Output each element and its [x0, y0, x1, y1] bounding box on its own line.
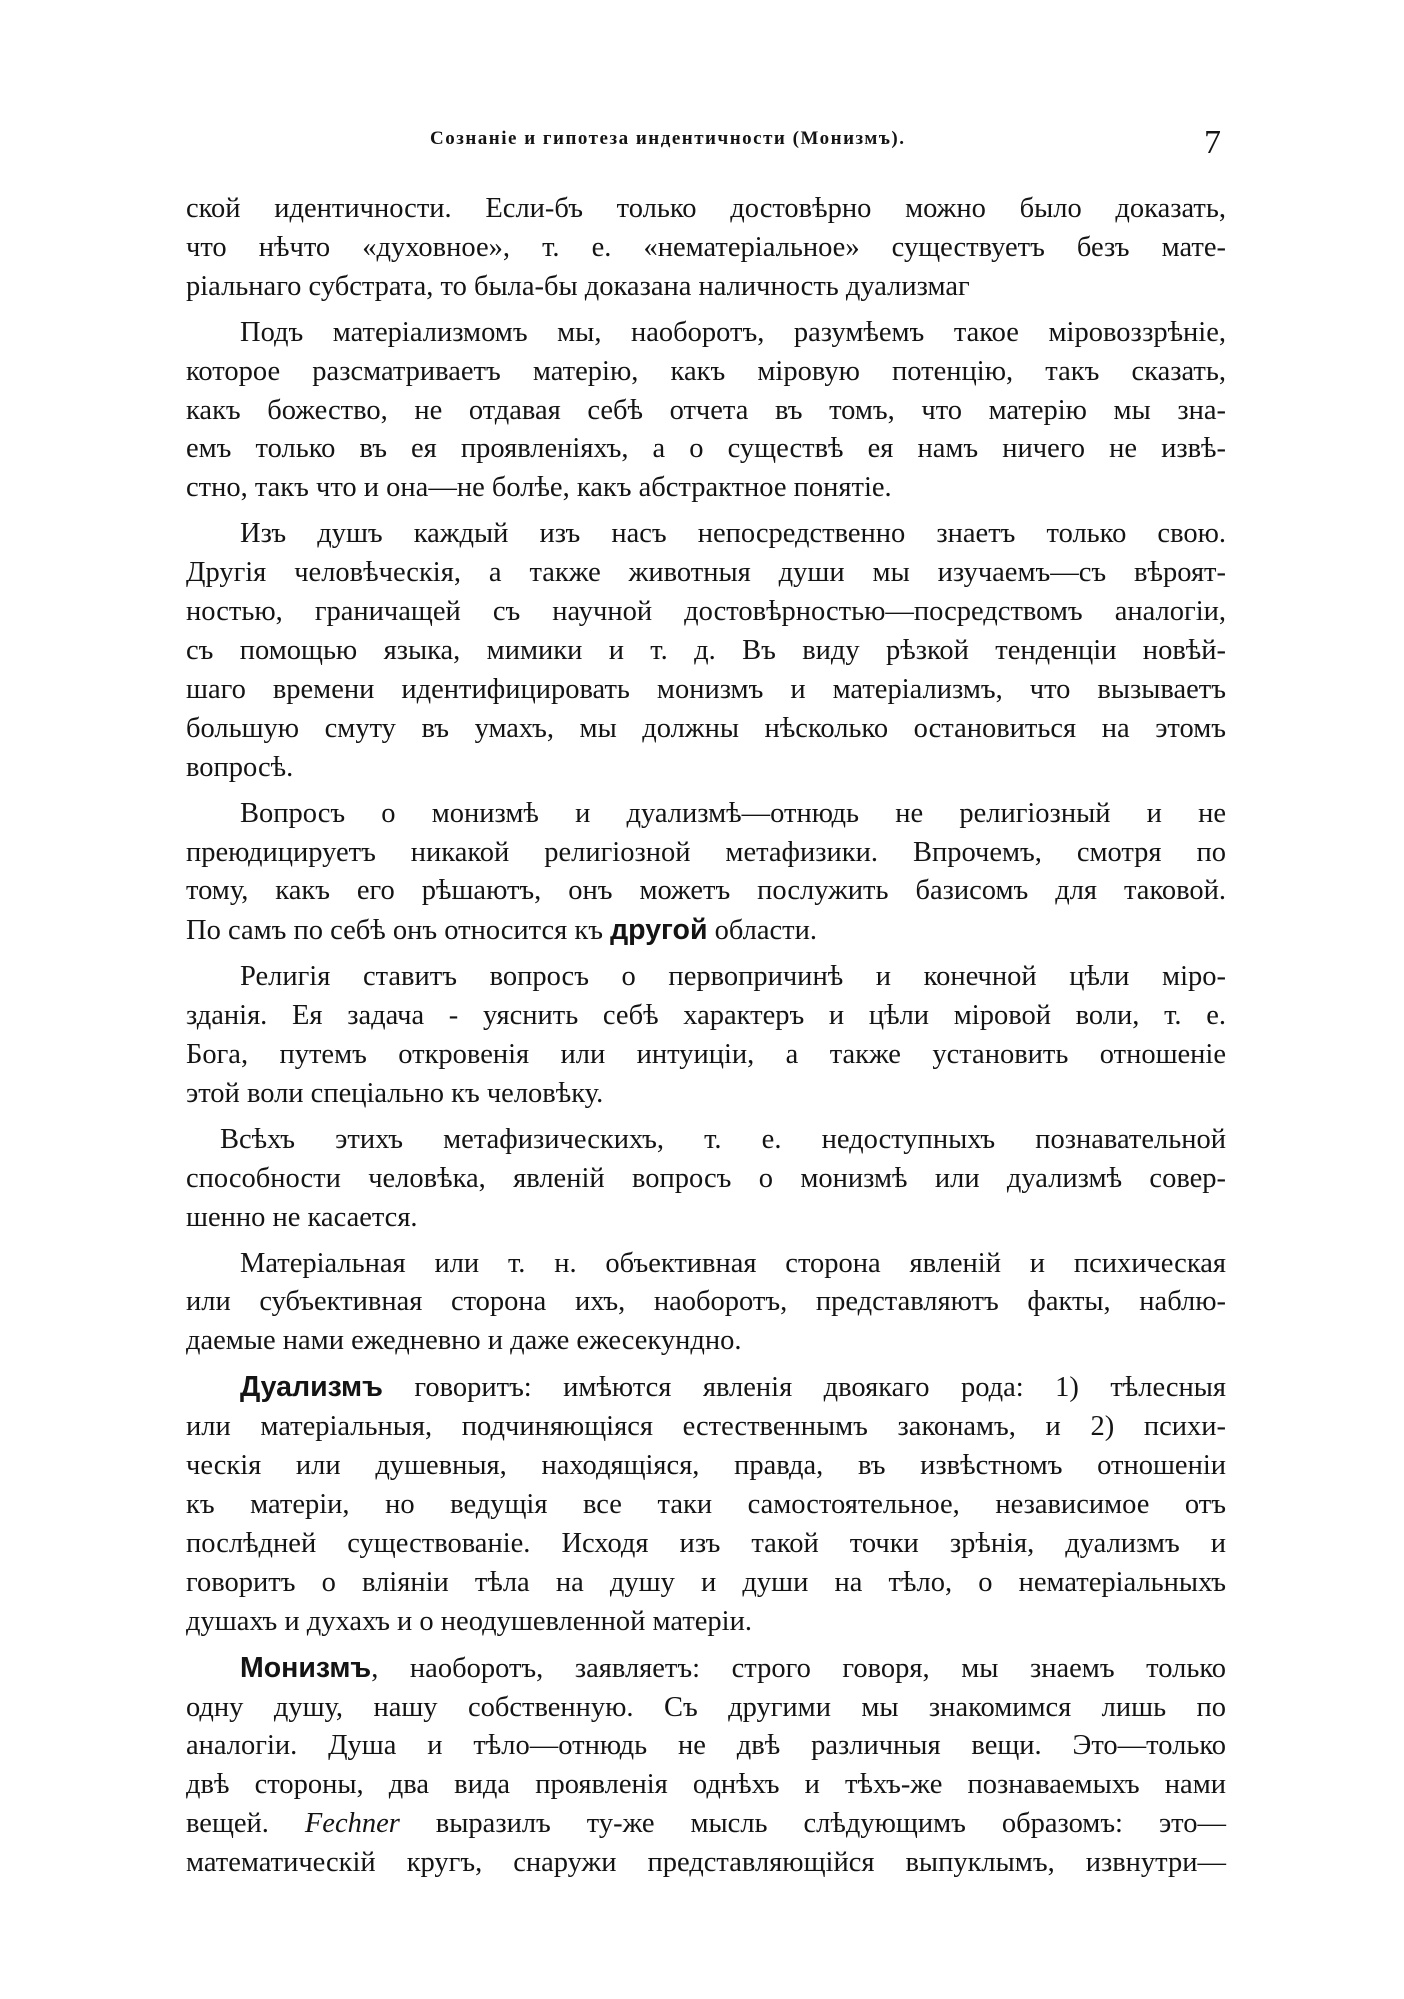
paragraph-2 [186, 314, 1226, 509]
text-line: Другія человѣческія, а также животныя души мы изучаемъ—съ вѣроят- [186, 557, 1226, 589]
paragraph-1 [186, 190, 1226, 307]
text-line: ріальнаго субстрата, то была-бы доказана наличность дуализмаг [186, 270, 970, 302]
text-line: этой воли спеціально къ человѣку. [186, 1077, 604, 1109]
text-line: какъ божество, не отдавая себѣ отчета въ томъ, что матерію мы зна- [186, 394, 1226, 426]
text-line: или матеріальныя, подчиняющіяся естественнымъ законамъ, и 2) психи- [186, 1411, 1226, 1443]
text-fragment: вещей. [186, 1808, 305, 1840]
text-line: Бога, путемъ откровенія или интуиціи, а также установить отношеніе [186, 1039, 1226, 1071]
text-line: математическій кругъ, снаружи представляющійся выпуклымъ, извнутри— [186, 1847, 1226, 1879]
text-line [186, 1368, 1226, 1408]
text-fragment: говоритъ: имѣются явленія двоякаго рода: 1) тѣлесныя [382, 1372, 1226, 1404]
paragraph-9 [186, 1649, 1226, 1883]
text-fragment: области. [707, 915, 818, 947]
paragraph-8 [186, 1368, 1226, 1641]
text-line: съ помощью языка, мимики и т. д. Въ виду рѣзкой тенденціи новѣй- [186, 634, 1226, 666]
emphasis-word: другой [610, 914, 708, 947]
term-dualism: Дуализмъ [240, 1371, 383, 1404]
text-line: Религія ставитъ вопросъ о первопричинѣ и конечной цѣли міро- [240, 961, 1226, 993]
text-line: зданія. Ея задача - уяснить себѣ характеръ и цѣли міровой воли, т. е. [186, 1000, 1226, 1032]
text-line: говоритъ о вліяніи тѣла на душу и души на тѣло, о нематеріальныхъ [186, 1566, 1226, 1598]
text-line: шаго времени идентифицировать монизмъ и матеріализмъ, что вызываетъ [186, 673, 1226, 705]
text-line: что нѣчто «духовное», т. е. «нематеріальное» существуетъ безъ мате- [186, 231, 1226, 263]
text-line: Изъ душъ каждый изъ насъ непосредственно знаетъ только свою. [240, 518, 1226, 550]
text-line: Всѣхъ этихъ метафизическихъ, т. е. недоступныхъ познавательной [220, 1123, 1226, 1155]
paragraph-4 [186, 795, 1226, 952]
text-line: Подъ матеріализмомъ мы, наоборотъ, разумѣемъ такое міровоззрѣніе, [240, 316, 1226, 348]
text-line: тому, какъ его рѣшаютъ, онъ можетъ послужить базисомъ для таковой. [186, 875, 1226, 907]
text-line: даемые нами ежедневно и даже ежесекундно. [186, 1325, 742, 1357]
text-line: шенно не касается. [186, 1201, 418, 1233]
author-name-fechner: Fechner [304, 1808, 400, 1840]
term-monism: Монизмъ [240, 1651, 372, 1684]
paragraph-7 [186, 1245, 1226, 1362]
text-line: вопросѣ. [186, 751, 294, 783]
text-line: ской идентичности. Если-бъ только достовѣрно можно было доказать, [186, 193, 1226, 224]
text-line: ностью, граничащей съ научной достовѣрностью—посредствомъ аналогіи, [186, 596, 1226, 628]
text-line [186, 1649, 1226, 1689]
text-line: которое разсматриваетъ матерію, какъ міровую потенцію, такъ сказать, [186, 355, 1226, 387]
text-line: послѣдней существованіе. Исходя изъ такой точки зрѣнія, дуализмъ и [186, 1527, 1226, 1559]
text-fragment: выразилъ ту-же мысль слѣдующимъ образомъ: это— [399, 1808, 1226, 1840]
text-line [186, 911, 1226, 951]
text-line: стно, такъ что и она—не болѣе, какъ абстрактное понятіе. [186, 472, 892, 504]
paragraph-5 [186, 958, 1226, 1114]
running-title: Сознаніе и гипотеза индентичности (Монизмъ). [430, 128, 906, 149]
page-number: 7 [1204, 124, 1221, 161]
text-fragment: По самъ по себѣ онъ относится къ [186, 915, 611, 947]
text-line: способности человѣка, явленій вопросъ о монизмѣ или дуализмѣ совер- [186, 1162, 1226, 1194]
text-line: преюдицируетъ никакой религіозной метафизики. Впрочемъ, смотря по [186, 836, 1226, 868]
text-line: Матеріальная или т. н. объективная сторона явленій и психическая [240, 1247, 1226, 1279]
text-line: аналогіи. Душа и тѣло—отнюдь не двѣ различныя вещи. Это—только [186, 1730, 1226, 1762]
text-line: Вопросъ о монизмѣ и дуализмѣ—отнюдь не религіозный и не [240, 797, 1226, 829]
text-line: къ матеріи, но ведущія все таки самостоятельное, независимое отъ [186, 1489, 1226, 1520]
text-line: емъ только въ ея проявленіяхъ, а о существѣ ея намъ ничего не извѣ- [186, 433, 1226, 465]
text-line: большую смуту въ умахъ, мы должны нѣсколько остановиться на этомъ [186, 712, 1226, 744]
paragraph-6 [186, 1121, 1226, 1238]
paragraph-3 [186, 515, 1226, 787]
text-fragment: , наоборотъ, заявляетъ: строго говоря, мы знаемъ только [371, 1652, 1226, 1684]
text-line: двѣ стороны, два вида проявленія однѣхъ и тѣхъ-же познаваемыхъ нами [186, 1769, 1226, 1801]
body-text [186, 190, 1226, 1890]
text-line [186, 1805, 1226, 1844]
text-line: душахъ и духахъ и о неодушевленной матеріи. [186, 1605, 752, 1637]
text-line: ческія или душевныя, находящіяся, правда, въ извѣстномъ отношеніи [186, 1450, 1226, 1482]
text-line: одну душу, нашу собственную. Съ другими мы знакомимся лишь по [186, 1691, 1226, 1723]
text-line: или субъективная сторона ихъ, наоборотъ, представляютъ факты, наблю- [186, 1286, 1226, 1318]
